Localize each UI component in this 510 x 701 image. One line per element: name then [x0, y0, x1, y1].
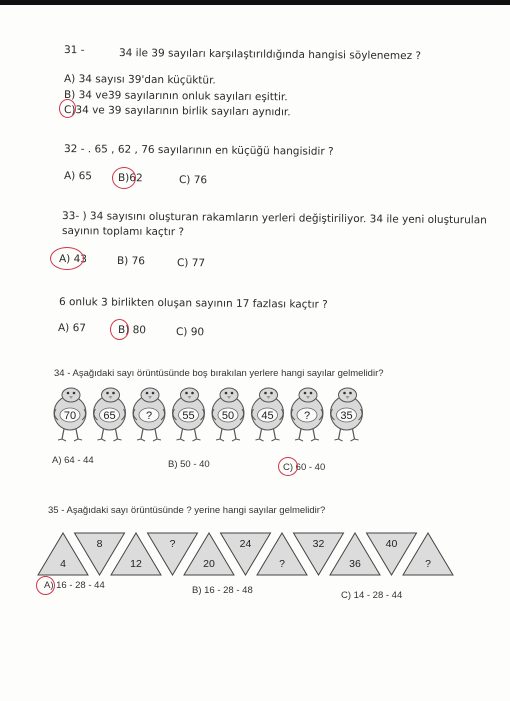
- q31-option-a[interactable]: A) 34 sayısı 39'dan küçüktür.: [63, 73, 216, 87]
- chick-number: 65: [103, 410, 116, 422]
- chick-number: 55: [182, 410, 195, 422]
- chick-figure: [212, 388, 244, 441]
- triangle-number: 8: [96, 538, 103, 550]
- triangle-number: 36: [349, 558, 361, 570]
- q35-option-a[interactable]: A) 16 - 28 - 44: [44, 580, 105, 591]
- q33-option-c[interactable]: C) 77: [176, 257, 206, 270]
- q31-number: 31 -: [63, 44, 85, 57]
- q32-option-b[interactable]: B)62: [117, 172, 143, 185]
- q34-option-b[interactable]: B) 50 - 40: [168, 459, 210, 470]
- chick-figure: [173, 388, 205, 441]
- chick-row: [50, 385, 370, 447]
- q35-question: 35 - Aşağıdaki sayı örüntüsünde ? yerine hangi sayılar gelmelidir?: [48, 505, 326, 516]
- q31-option-c[interactable]: C)34 ve 39 sayılarının birlik sayıları aynıdır.: [63, 104, 291, 119]
- q34-question: 34 - Aşağıdaki sayı örüntüsünde boş bırakılan yerlere hangi sayılar gelmelidir?: [54, 368, 384, 379]
- chick-number: 45: [261, 410, 274, 422]
- q33-option-b[interactable]: B) 76: [116, 255, 146, 268]
- triangle-number: 24: [239, 538, 252, 550]
- q32-option-a[interactable]: A) 65: [63, 170, 93, 183]
- scan-top-edge: [0, 0, 510, 5]
- chick-figure: [133, 388, 165, 441]
- q34-option-a[interactable]: A) 64 - 44: [52, 455, 94, 466]
- q31-option-b[interactable]: B) 34 ve39 sayılarının onluk sayıları eşittir.: [63, 89, 288, 104]
- triangle-number: 4: [60, 558, 66, 570]
- q32-question: 32 - . 65 , 62 , 76 sayılarının en küçüğü hangisidir ?: [63, 143, 334, 158]
- triangle-number: 40: [385, 538, 398, 550]
- qx-option-b[interactable]: B) 80: [117, 324, 147, 337]
- triangle-number: 20: [203, 558, 215, 570]
- triangle-pattern: [38, 527, 458, 579]
- chick-illustrations: [50, 385, 370, 447]
- chick-figure: [291, 388, 323, 441]
- q32-option-c[interactable]: C) 76: [178, 174, 208, 187]
- q35-option-b[interactable]: B) 16 - 28 - 48: [192, 585, 253, 596]
- triangle-number: ?: [425, 558, 431, 570]
- triangle-number: ?: [279, 558, 285, 570]
- triangle-number: 12: [130, 558, 142, 570]
- chick-figure: [252, 388, 284, 441]
- triangle-number: 32: [312, 538, 325, 550]
- q34-option-c[interactable]: C) 60 - 40: [283, 462, 326, 473]
- qx-option-c[interactable]: C) 90: [175, 326, 205, 339]
- chick-figure: [331, 388, 363, 441]
- chick-number: 35: [340, 410, 353, 422]
- chick-number: ?: [145, 410, 153, 422]
- q33-option-a[interactable]: A) 43: [58, 253, 88, 266]
- chick-figure: [54, 388, 86, 441]
- qx-question: 6 onluk 3 birlikten oluşan sayının 17 fazlası kaçtır ?: [58, 296, 328, 311]
- triangle-number: ?: [169, 538, 176, 550]
- chick-number: 70: [63, 410, 77, 422]
- q31-question: 34 ile 39 sayıları karşılaştırıldığında hangisi söylenemez ?: [118, 47, 422, 63]
- chick-number: 50: [221, 410, 235, 422]
- triangle-row: [38, 527, 458, 579]
- chick-number: ?: [303, 410, 311, 422]
- q33-question-line1: 33- ) 34 sayısını oluşturan rakamların yerleri değiştiriliyor. 34 ile yeni oluşturulan: [61, 210, 487, 227]
- q33-question-line2: sayının toplamı kaçtır ?: [61, 225, 185, 239]
- q35-option-c[interactable]: C) 14 - 28 - 44: [341, 590, 403, 601]
- chick-figure: [94, 388, 126, 441]
- qx-option-a[interactable]: A) 67: [57, 322, 87, 335]
